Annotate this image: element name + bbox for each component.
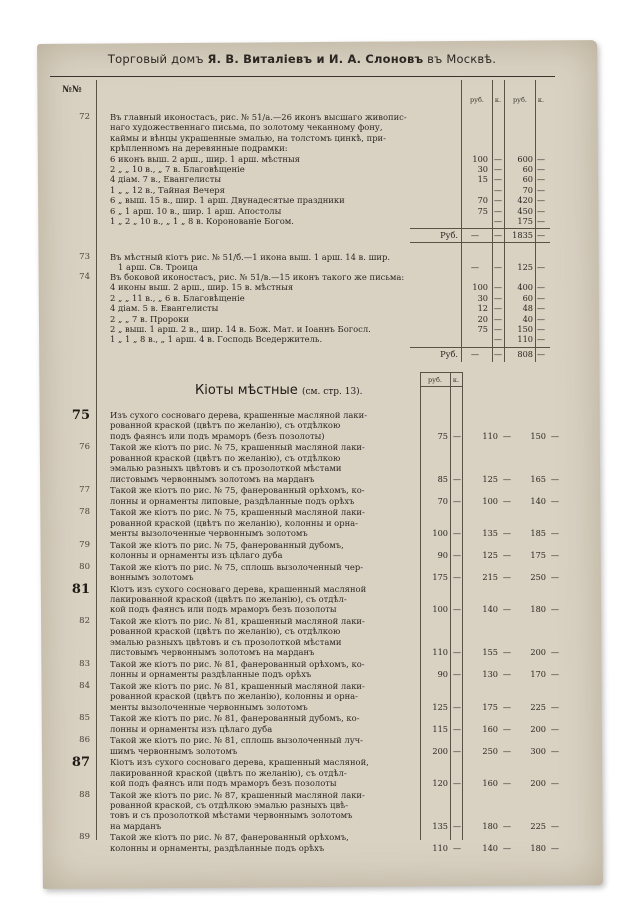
currency-rub-heading: руб. (513, 96, 527, 104)
kiot-price: 90 (437, 669, 448, 680)
kopeck-dash: — (536, 348, 546, 359)
kopeck-dash: — (493, 313, 503, 324)
kiot-price: 175 (432, 572, 448, 582)
kopeck-dash: — (452, 669, 462, 680)
kiot-price: 115 (432, 723, 448, 734)
kiot-price: 200 (530, 723, 546, 734)
kiot-description-line: Такой же кіотъ по рис. № 81, крашенный масляной лаки- (110, 680, 365, 691)
kopeck-dash: — (452, 473, 462, 484)
kiot-item-number: 78 (79, 507, 90, 518)
kiot-description-line: рованной краской (цвѣтъ по желанію), съ отдѣлкою (110, 626, 341, 637)
kopeck-dash: — (536, 262, 546, 273)
kopeck-dash: — (452, 604, 462, 615)
kopeck-dash: — (452, 778, 462, 788)
kiot-description-line: лакированной краской (цвѣтъ по желанію), съ отдѣл- (110, 767, 347, 778)
total-amount: 1835 (512, 230, 533, 241)
currency-rub-heading: руб. (428, 376, 442, 384)
kopeck-dash: — (493, 153, 503, 164)
kiot-description-line: Такой же кіотъ по рис. № 87, крашенный масляной лаки- (110, 789, 365, 800)
kiot-price: 300 (530, 745, 546, 756)
kiot-description-line: Такой же кіотъ по рис. № 81, сплошь вызолоченный луч- (110, 735, 363, 746)
kopeck-dash: — (452, 842, 462, 853)
number-column-rule (96, 80, 97, 840)
kopeck-dash: — (502, 430, 512, 441)
item-description-line: наго художественнаго письма, по золотому чеканному фону, (110, 122, 383, 133)
currency-rub-heading: руб. (470, 96, 484, 104)
kiot-description-line: колонны и орнаменты, раздѣланные подъ орѣхъ (110, 842, 325, 853)
kopeck-dash: — (536, 153, 546, 164)
item-description-line: 6 „ выш. 15 в., шир. 1 арш. Двунадесятые праздники (110, 195, 345, 206)
kiot-price: 200 (530, 778, 546, 788)
kiot-price: 175 (482, 701, 498, 712)
kiot-description-line: Изъ сухого сосноваго дерева, крашенные масляной лаки- (110, 410, 368, 420)
item-description-line: 4 діам. 5 в. Евангелисты (110, 303, 219, 314)
line-total: 60 (522, 174, 533, 185)
total-rule (410, 242, 550, 243)
kopeck-dash: — (493, 164, 503, 174)
kiot-description-line: листовымъ червоннымъ золотомъ на марданъ (110, 473, 315, 484)
item-description-line: 1 арш. Св. Троица (118, 262, 198, 273)
kopeck-dash: — (493, 205, 503, 216)
kiot-item-number: 86 (79, 735, 90, 746)
item-description-line: Въ боковой иконостасъ, рис. № 51/в.—15 иконъ такого же письма: (110, 272, 405, 282)
kopeck-dash: — (550, 842, 560, 853)
kiot-price: 140 (530, 495, 546, 506)
kiot-description-line: колонны и орнаменты изъ цѣлаго дуба (110, 550, 283, 560)
kiot-item-number: 79 (79, 539, 90, 550)
kopeck-dash: — (536, 174, 546, 185)
line-total: 600 (517, 153, 533, 164)
kiot-price: 85 (437, 473, 448, 484)
kiot-description-line: рованной краской, съ отдѣлкою эмалью разныхъ цвѣ- (110, 800, 349, 810)
kiot-item-number: 84 (79, 680, 90, 691)
kopeck-dash: — (550, 550, 560, 560)
kopeck-dash: — (550, 669, 560, 680)
kopeck-dash: — (493, 348, 503, 359)
unit-price: 20 (477, 313, 488, 324)
kiot-price: 185 (530, 528, 546, 538)
kiot-price: 70 (437, 495, 448, 506)
header-rule (50, 76, 555, 77)
kopeck-dash: — (502, 701, 512, 712)
kopeck-dash: — (536, 303, 546, 314)
kiot-price: 155 (482, 647, 498, 658)
column-number-heading: №№ (62, 85, 82, 95)
kopeck-dash: — (493, 230, 503, 241)
unit-price: 100 (472, 282, 488, 293)
kopeck-dash: — (493, 216, 503, 226)
kiot-description-line: подъ фаянсъ или подъ мраморъ (безъ позолоты) (110, 430, 325, 441)
kopeck-dash: — (502, 778, 512, 788)
kiot-description-line: кой подъ фаянсъ или подъ мраморъ безъ позолоты (110, 778, 337, 788)
header-prefix: Торговый домъ (107, 52, 204, 66)
item-description-line: Въ главный иконостасъ, рис. № 51/а.—26 иконъ высшаго живопис- (110, 112, 407, 122)
kiot-item-number: 81 (71, 581, 90, 597)
kopeck-dash: — (493, 262, 503, 273)
item-number: 72 (79, 112, 90, 122)
total-rule (410, 228, 550, 229)
kiot-price: 200 (530, 647, 546, 658)
kiot-price: 160 (482, 778, 498, 788)
kopeck-dash: — (502, 842, 512, 853)
kiot-price: 180 (530, 842, 546, 853)
kopeck-dash: — (452, 550, 462, 560)
kiot-price: 160 (482, 723, 498, 734)
kiot-item-number: 80 (79, 561, 90, 572)
total-amount: 808 (517, 348, 533, 359)
total-rule (410, 347, 550, 348)
kiot-description-line: Кіотъ изъ сухого сосноваго дерева, крашенный масляной, (110, 757, 369, 768)
kopeck-dash: — (550, 723, 560, 734)
kiot-price: 200 (432, 745, 448, 756)
unit-price: 75 (477, 205, 488, 216)
item-description-line: 6 „ 1 арш. 10 в., шир. 1 арш. Апостолы (110, 205, 282, 216)
page-header (52, 52, 552, 74)
kopeck-dash: — (493, 195, 503, 206)
kiot-head-rule (420, 386, 462, 387)
unit-price: 30 (477, 164, 488, 174)
kiot-price: 100 (482, 495, 498, 506)
kopeck-dash: — (452, 430, 462, 441)
kiot-item-number: 89 (79, 832, 90, 843)
item-description-line: 2 „ „ 11 в., „ 6 в. Благовѣщеніе (110, 292, 245, 303)
line-total: 70 (522, 184, 533, 195)
kopeck-dash: — (536, 164, 546, 174)
kopeck-dash: — (493, 324, 503, 334)
kiot-item-number: 88 (79, 789, 90, 800)
kopeck-dash: — (536, 313, 546, 324)
kiot-price: 135 (432, 820, 448, 831)
kopeck-dash: — (536, 324, 546, 334)
kiot-description-line: менты вызолоченные червоннымъ золотомъ (110, 528, 308, 538)
kopeck-dash: — (452, 647, 462, 658)
item-description-line: 1 „ 1 „ 8 в., „ 1 арш. 4 в. Господь Вседержитель. (110, 334, 323, 345)
section-title-text: Кіоты мѣстные (195, 383, 298, 398)
kopeck-dash: — (502, 528, 512, 538)
kiot-description-line: Такой же кіотъ по рис. № 81, фанерованный орѣхомъ, ко- (110, 658, 365, 669)
kiot-col-rule (420, 372, 421, 840)
kiot-price: 100 (432, 528, 448, 538)
kopeck-dash: — (502, 604, 512, 615)
kiot-price: 125 (482, 550, 498, 560)
kopeck-dash: — (493, 282, 503, 293)
kiot-price: 75 (437, 430, 448, 441)
item-description-line: 2 „ выш. 1 арш. 2 в., шир. 14 в. Бож. Мат. и Іоаннъ Богосл. (110, 324, 371, 334)
kopeck-dash: — (536, 230, 546, 241)
kopeck-dash: — (452, 820, 462, 831)
kopeck-dash: — (452, 723, 462, 734)
item-description-line: 4 иконы выш. 2 арш., шир. 15 в. мѣстныя (110, 282, 294, 293)
unit-price: 30 (477, 292, 488, 303)
kiot-description-line: рованной краской (цвѣтъ по желанію), колонны и орна- (110, 691, 358, 702)
kiot-description-line: лонны и орнаменты раздѣланные подъ орѣхъ (110, 669, 312, 680)
kopeck-dash: — (550, 701, 560, 712)
kopeck-dash: — (452, 528, 462, 538)
kiot-description-line: Кіотъ изъ сухого сосноваго дерева, крашенный масляной (110, 583, 367, 594)
item-description-line: 1 „ 2 „ 10 в., „ 1 „ 8 в. Коронованіе Богом. (110, 216, 294, 226)
kopeck-dash: — (536, 292, 546, 303)
kopeck-dash: — (502, 820, 512, 831)
kiot-price: 120 (432, 778, 448, 788)
header-suffix: въ Москвѣ. (427, 52, 497, 66)
line-total: 420 (517, 195, 533, 206)
kopeck-dash: — (502, 473, 512, 484)
kopeck-dash: — (493, 184, 503, 195)
kiot-price: 175 (530, 550, 546, 560)
kopeck-dash: — (536, 216, 546, 226)
kiot-description-line: Такой же кіотъ по рис. № 87, фанерованный орѣхомъ, (110, 832, 349, 843)
kiot-description-line: рованной краской (цвѣтъ по желанію), колонны и орна- (110, 517, 358, 528)
kopeck-dash: — (536, 282, 546, 293)
kiot-description-line: на марданъ (110, 820, 162, 831)
total-dash: — (470, 348, 480, 359)
kopeck-dash: — (502, 745, 512, 756)
kopeck-dash: — (493, 303, 503, 314)
kiot-item-number: 75 (71, 408, 90, 423)
kiot-description-line: Такой же кіотъ по рис. № 81, фанерованный дубомъ, ко- (110, 713, 360, 724)
kiot-price: 140 (482, 842, 498, 853)
kiot-price: 150 (530, 430, 546, 441)
kiot-description-line: менты вызолоченные червоннымъ золотомъ (110, 701, 308, 712)
kiot-description-line: листовымъ червоннымъ золотомъ на марданъ (110, 647, 315, 658)
kopeck-dash: — (550, 473, 560, 484)
kopeck-dash: — (502, 669, 512, 680)
kopeck-dash: — (550, 647, 560, 658)
unit-price-dash: — (470, 262, 480, 273)
currency-kop-heading: к. (452, 376, 460, 384)
kopeck-dash: — (536, 195, 546, 206)
kopeck-dash: — (536, 205, 546, 216)
currency-kop-heading: к. (494, 96, 502, 104)
line-total: 175 (517, 216, 533, 226)
kopeck-dash: — (452, 745, 462, 756)
kopeck-dash: — (550, 430, 560, 441)
total-label: Руб. (440, 230, 458, 241)
unit-price: 70 (477, 195, 488, 206)
kiot-item-number: 77 (79, 485, 90, 496)
kiot-item-number: 83 (79, 658, 90, 669)
kiot-price: 135 (482, 528, 498, 538)
kiot-item-number: 82 (79, 616, 90, 626)
kopeck-dash: — (536, 334, 546, 345)
item-number: 73 (79, 252, 90, 262)
kiot-price: 180 (530, 604, 546, 615)
kiot-description-line: Такой же кіотъ по рис. № 75, фанерованный орѣхомъ, ко- (110, 485, 365, 496)
currency-kop-heading: к. (537, 96, 545, 104)
kiot-price: 110 (482, 430, 498, 441)
kopeck-dash: — (493, 174, 503, 185)
total-label: Руб. (440, 348, 458, 359)
kopeck-dash: — (452, 701, 462, 712)
kopeck-dash: — (452, 495, 462, 506)
kiot-price: 100 (432, 604, 448, 615)
kiot-head-rule (420, 372, 462, 373)
kiot-description-line: эмалью разныхъ цвѣтовъ и съ прозолоткой мѣстами (110, 463, 342, 474)
unit-price: 15 (477, 174, 488, 185)
kiot-price: 225 (530, 701, 546, 712)
total-dash: — (470, 230, 480, 241)
kiot-price: 140 (482, 604, 498, 615)
kiot-price: 165 (530, 473, 546, 484)
kopeck-dash: — (550, 572, 560, 582)
kiot-price: 215 (482, 572, 498, 582)
line-total: 40 (522, 313, 533, 324)
kiot-item-number: 87 (71, 755, 90, 771)
line-total: 110 (517, 334, 533, 345)
kiot-description-line: рованной краской (цвѣтъ по желанію), съ отдѣлкою (110, 452, 341, 463)
kiot-description-line: эмалью разныхъ цвѣтовъ и съ прозолоткой мѣстами (110, 636, 342, 647)
kiot-item-number: 85 (79, 713, 90, 724)
item-description-line: 2 „ „ 10 в., „ 7 в. Благовѣщеніе (110, 164, 245, 174)
kiot-price: 250 (530, 572, 546, 582)
line-total: 150 (517, 324, 533, 334)
kiot-description-line: лонны и орнаменты изъ цѣлаго дуба (110, 723, 273, 734)
line-total: 48 (522, 303, 533, 314)
kiot-description-line: лонны и орнаменты липовые, раздѣланные подъ орѣхъ (110, 495, 355, 506)
kiot-price: 110 (432, 842, 448, 853)
kopeck-dash: — (502, 723, 512, 734)
line-total: 450 (517, 205, 533, 216)
kiot-description-line: шимъ червоннымъ золотомъ (110, 745, 238, 756)
kiot-price: 125 (432, 701, 448, 712)
kopeck-dash: — (493, 292, 503, 303)
kopeck-dash: — (550, 745, 560, 756)
line-total: 60 (522, 164, 533, 174)
kiot-price: 225 (530, 820, 546, 831)
item-description-line: 6 иконъ выш. 2 арш., шир. 1 арш. мѣстныя (110, 153, 300, 164)
kiot-description-line: Такой же кіотъ по рис. № 75, сплошь вызолоченный чер- (110, 561, 364, 572)
kopeck-dash: — (452, 572, 462, 582)
section-reference: (см. стр. 13). (301, 387, 363, 397)
kiot-description-line: Такой же кіотъ по рис. № 75, крашенный масляной лаки- (110, 507, 365, 518)
kiot-price: 130 (482, 669, 498, 680)
kopeck-dash: — (550, 820, 560, 831)
item-description-line: крѣпленномъ на деревянные подрамки: (110, 143, 288, 154)
kiot-item-number: 76 (79, 442, 90, 453)
item-description-line: 2 „ „ 7 в. Пророки (110, 313, 189, 324)
kopeck-dash: — (550, 778, 560, 788)
kiot-price: 250 (482, 745, 498, 756)
kopeck-dash: — (502, 572, 512, 582)
item-description-line: Въ мѣстный кіотъ рис. № 51/б.—1 икона выш. 1 арш. 14 в. шир. (110, 252, 390, 262)
kopeck-dash: — (502, 647, 512, 658)
item-number: 74 (79, 272, 90, 282)
kopeck-dash: — (536, 184, 546, 195)
kopeck-dash: — (550, 495, 560, 506)
kiot-price: 180 (482, 820, 498, 831)
line-total: 400 (517, 282, 533, 293)
item-description-line: каймы и вѣнцы украшенные эмалью, на толстомъ цинкѣ, при- (110, 132, 386, 143)
unit-price: 12 (477, 303, 488, 314)
kiot-description-line: лакированной краской (цвѣтъ по желанію), съ отдѣл- (110, 594, 347, 604)
kiot-description-line: рованной краской (цвѣтъ по желанію), съ отдѣлкою (110, 420, 341, 431)
line-total: 60 (522, 292, 533, 303)
section-title (195, 383, 363, 398)
unit-price: 75 (477, 324, 488, 334)
kopeck-dash: — (502, 550, 512, 560)
kiot-price: 170 (530, 669, 546, 680)
kopeck-dash: — (493, 334, 503, 345)
kiot-price: 90 (437, 550, 448, 560)
kiot-description-line: Такой же кіотъ по рис. № 75, фанерованный дубомъ, (110, 539, 344, 550)
item-description-line: 4 діам. 7 в., Евангелисты (110, 174, 221, 185)
kiot-description-line: воннымъ золотомъ (110, 572, 194, 582)
kiot-description-line: кой подъ фаянсъ или подъ мраморъ безъ позолоты (110, 604, 337, 615)
line-total: 125 (517, 262, 533, 273)
kiot-price: 125 (482, 473, 498, 484)
kopeck-dash: — (502, 495, 512, 506)
kiot-description-line: Такой же кіотъ по рис. № 75, крашенный масляной лаки- (110, 442, 365, 453)
kopeck-dash: — (550, 528, 560, 538)
unit-price: 100 (472, 153, 488, 164)
kiot-price: 110 (432, 647, 448, 658)
kiot-description-line: товъ и съ прозолоткой мѣстами червоннымъ золотомъ (110, 810, 353, 821)
header-company: Я. В. Виталіевъ и И. А. Слоновъ (207, 52, 424, 66)
item-description-line: 1 „ „ 12 в., Тайная Вечеря (110, 184, 225, 195)
kiot-description-line: Такой же кіотъ по рис. № 81, крашенный масляной лаки- (110, 616, 365, 626)
kopeck-dash: — (550, 604, 560, 615)
